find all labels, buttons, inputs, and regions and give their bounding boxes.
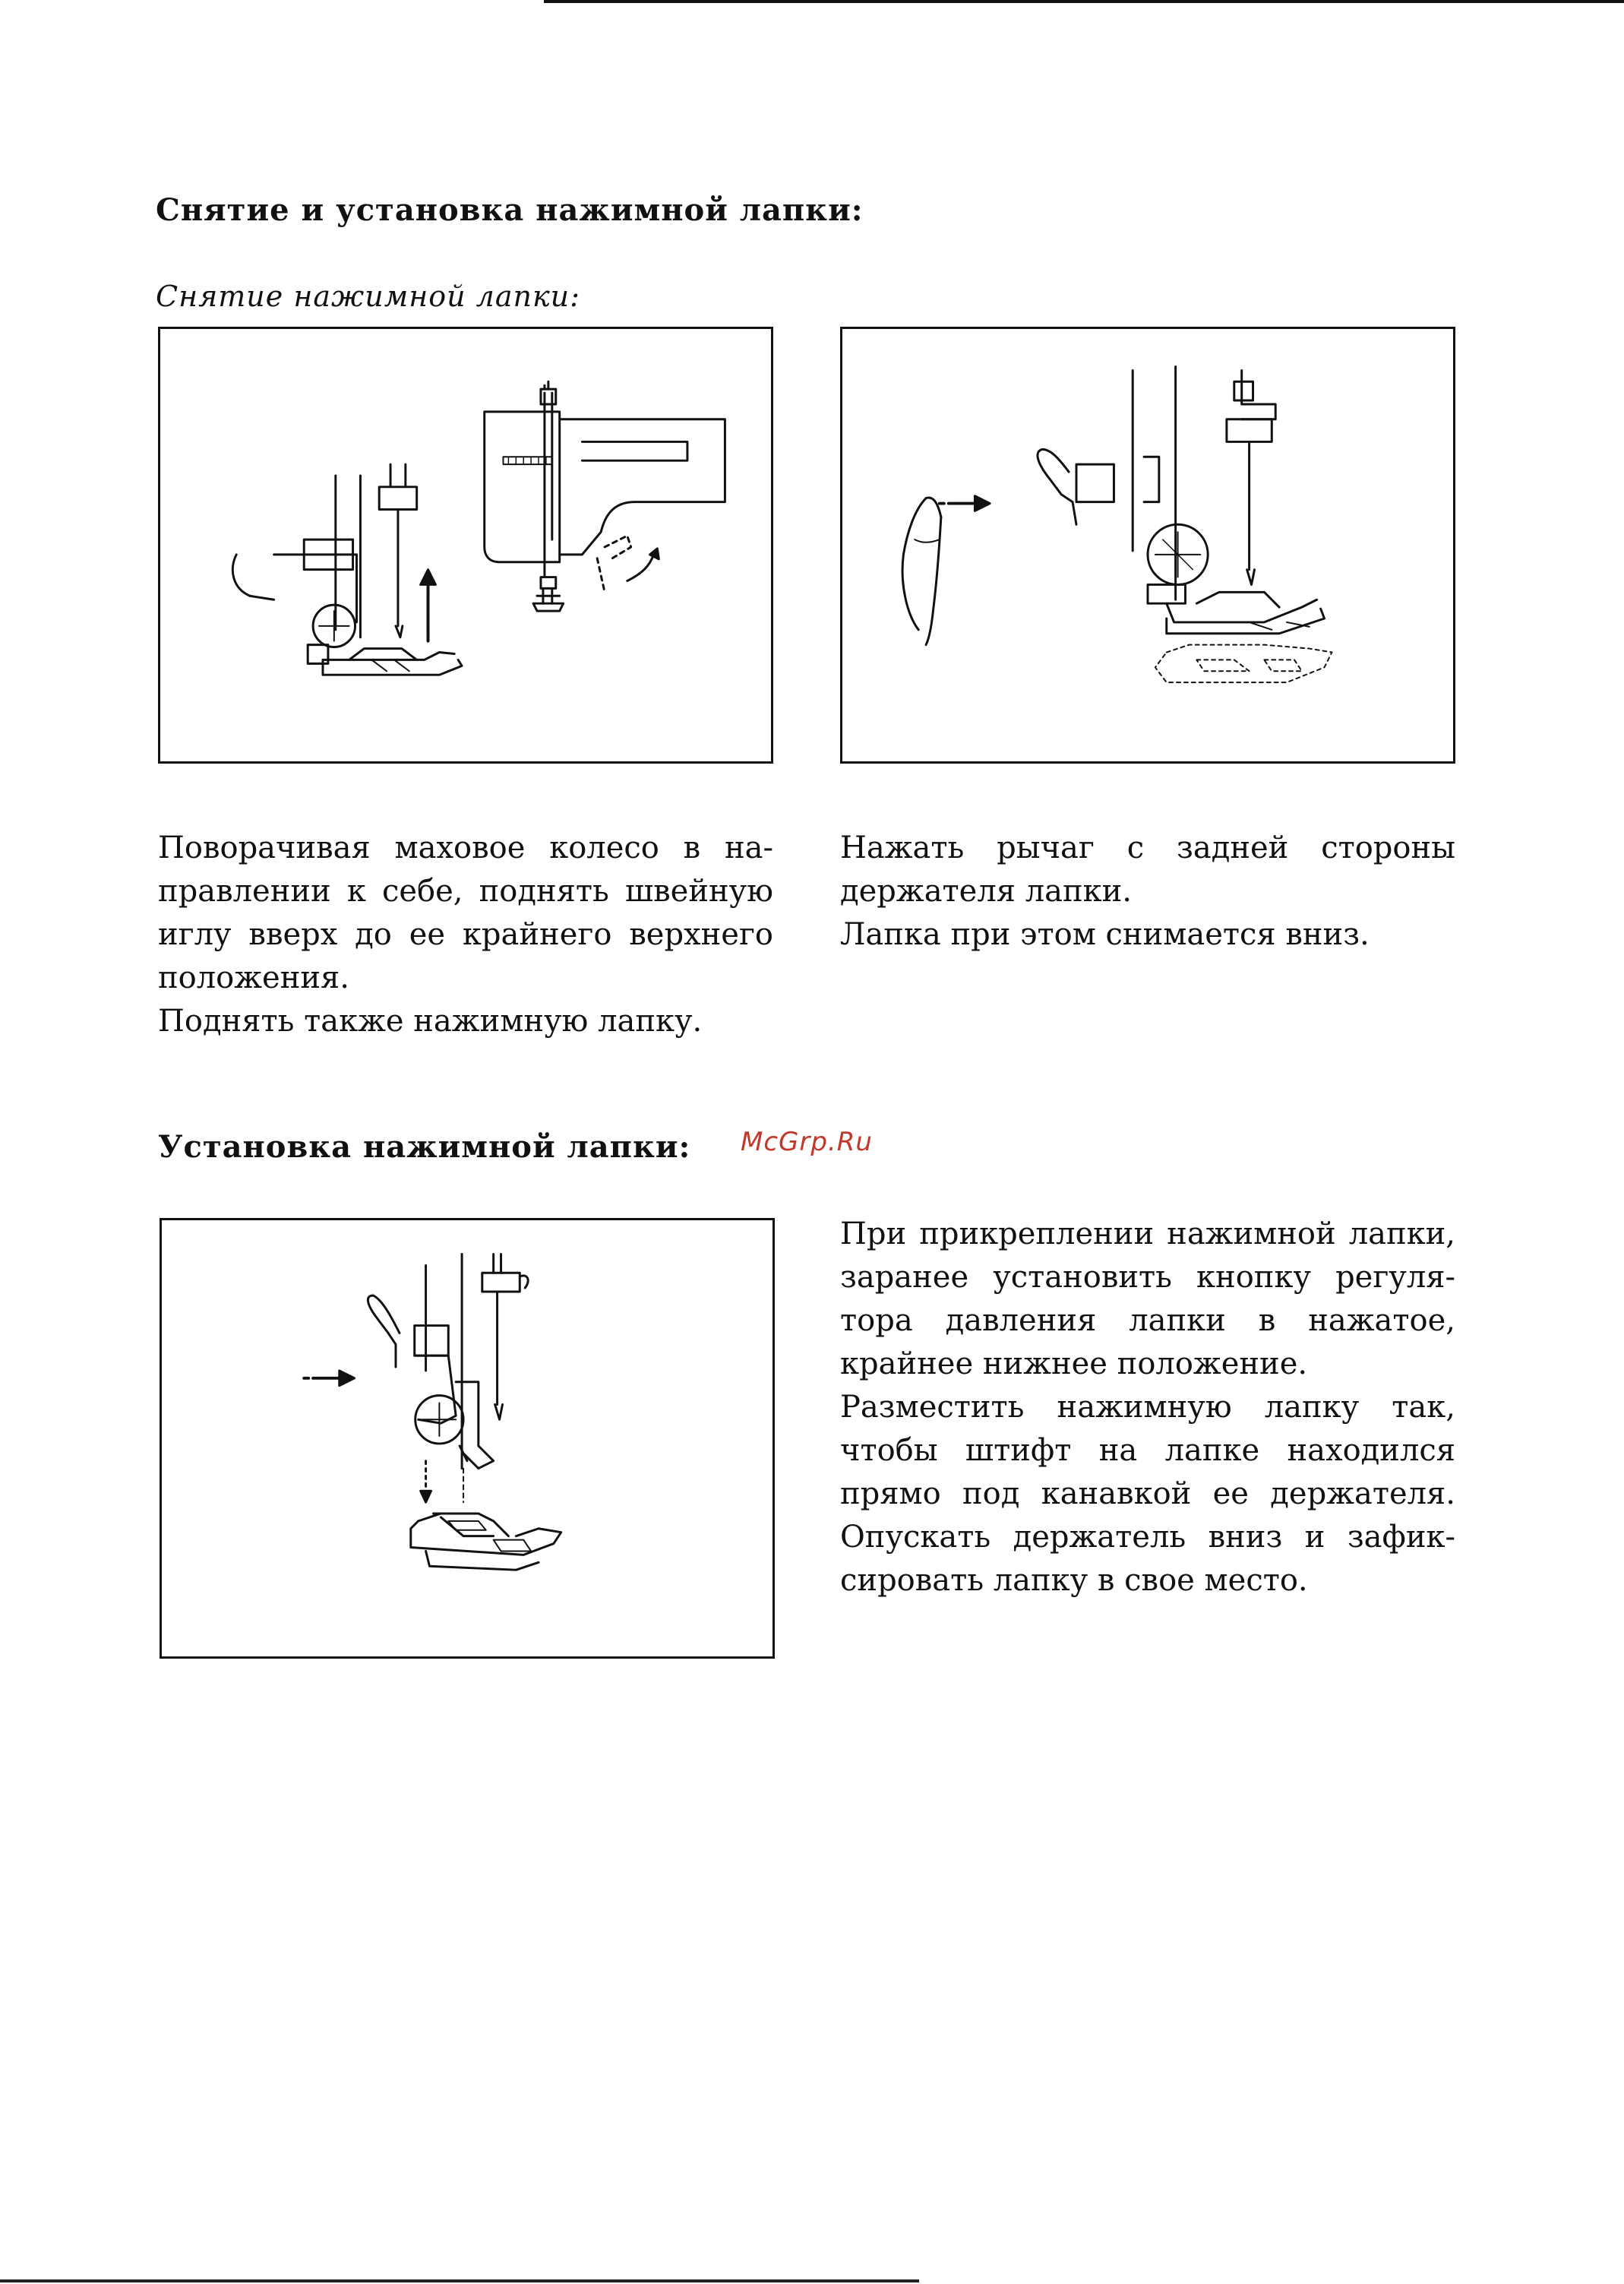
text-line: При прикреплении нажимной лапки, — [840, 1216, 1455, 1251]
text-line: прямо под канавкой ее держателя. — [840, 1476, 1455, 1511]
text-line: Нажать рычаг с задней стороны — [840, 830, 1455, 865]
figure-press-lever-illustration — [842, 329, 1453, 761]
text-line: чтобы штифт на лапке находился — [840, 1433, 1455, 1468]
text-line: Опускать держатель вниз и зафик- — [840, 1520, 1455, 1555]
text-line: держателя лапки. — [840, 874, 1133, 909]
figure-install-foot-illustration — [162, 1220, 773, 1656]
text-line: крайнее нижнее положение. — [840, 1346, 1308, 1381]
text-line: положения. — [158, 960, 349, 995]
removal-instructions-left — [158, 827, 773, 1043]
install-instructions — [840, 1213, 1455, 1602]
figure-raise-needle — [158, 327, 773, 764]
figure-raise-needle-illustration — [160, 329, 771, 761]
text-line: иглу вверх до ее крайнего верхнего — [158, 917, 773, 952]
text-line: правлении к себе, поднять швейную — [158, 874, 773, 909]
text-line: тора давления лапки в нажатое, — [840, 1303, 1455, 1338]
section-heading-removal-install: Снятие и установка нажимной лапки: — [156, 192, 864, 228]
watermark: McGrp.Ru — [741, 1127, 873, 1157]
text-line: сировать лапку в свое место. — [840, 1563, 1308, 1598]
bottom-rule — [0, 2279, 919, 2282]
text-line: Разместить нажимную лапку так, — [840, 1390, 1455, 1425]
section-heading-install: Установка нажимной лапки: — [158, 1129, 691, 1165]
figure-install-foot — [160, 1218, 775, 1659]
text-line: Поворачивая маховое колесо в на- — [158, 830, 773, 865]
subheading-removal: Снятие нажимной лапки: — [156, 280, 580, 313]
figure-press-lever — [840, 327, 1455, 764]
text-line: заранее установить кнопку регуля- — [840, 1260, 1455, 1295]
top-rule — [544, 0, 1624, 3]
text-line: Поднять также нажимную лапку. — [158, 1004, 703, 1039]
removal-instructions-right — [840, 827, 1455, 957]
text-line: Лапка при этом снимается вниз. — [840, 917, 1370, 952]
